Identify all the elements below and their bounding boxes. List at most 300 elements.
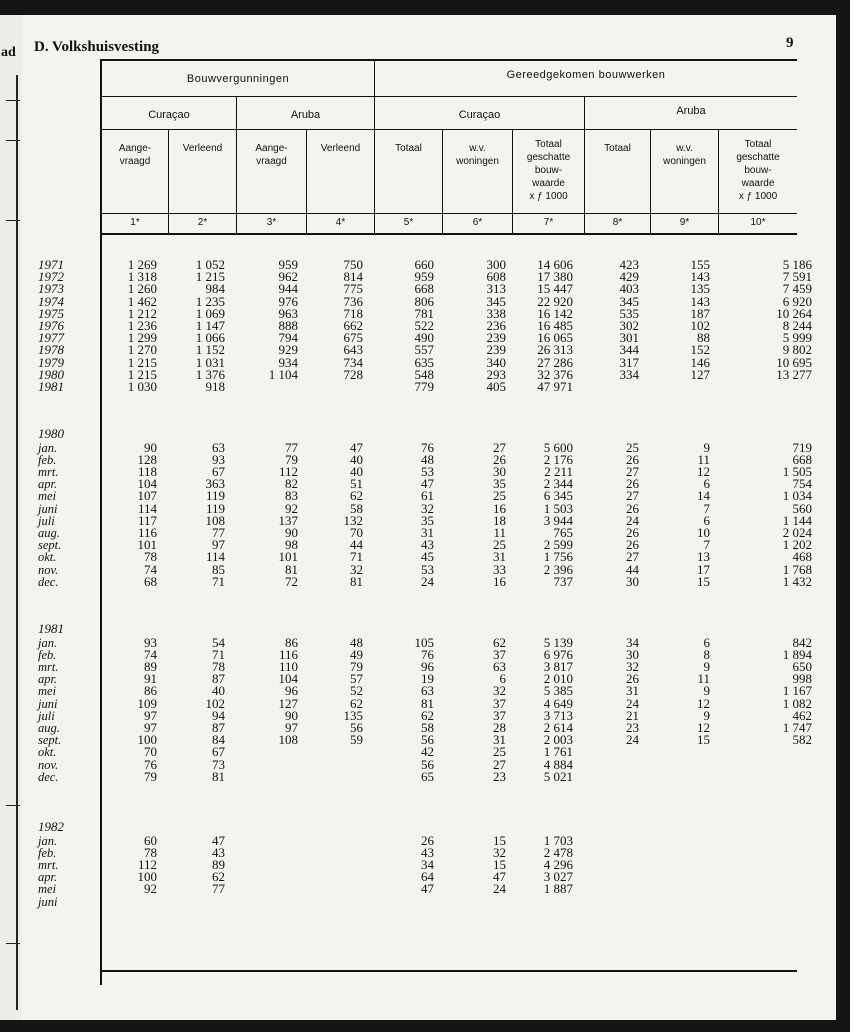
table-cell: 16 485	[537, 318, 573, 333]
table-cell: 363	[205, 476, 225, 492]
table-cell: 76	[144, 756, 157, 772]
column-header: w.v. woningen	[663, 143, 706, 167]
row-label: sept.	[38, 538, 62, 553]
table-cell: 959	[278, 257, 298, 272]
table-cell: 112	[278, 463, 298, 479]
table-cell: 1 270	[127, 342, 157, 358]
table-cell: 101	[137, 537, 157, 553]
table-cell: 345	[486, 293, 506, 309]
table-cell: 32	[421, 500, 434, 516]
row-label: aug.	[38, 525, 60, 540]
table-cell: 9	[703, 707, 710, 723]
table-cell: 26 313	[537, 342, 573, 358]
table-cell: 3 944	[543, 512, 573, 528]
table-cell: 79	[144, 768, 157, 784]
table-cell: 26	[626, 451, 639, 467]
table-cell: 293	[486, 366, 506, 382]
row-label: sept.	[38, 733, 62, 748]
table-cell: 1 069	[195, 305, 225, 321]
table-cell: 37	[493, 695, 506, 711]
table-cell: 6	[703, 634, 710, 650]
table-cell: 67	[212, 744, 225, 760]
table-cell: 93	[212, 451, 225, 467]
row-label: 1979	[38, 354, 64, 370]
section-title: D. Volkshuisvesting	[34, 39, 160, 55]
row-label: mei	[38, 882, 57, 897]
table-cell: 32 376	[537, 366, 573, 382]
table-cell: 6 976	[543, 646, 573, 662]
table-cell: 660	[414, 257, 434, 272]
table-cell: 10 695	[776, 354, 812, 370]
table-cell: 560	[792, 500, 812, 516]
table-cell: 112	[137, 856, 157, 872]
table-cell: 1 034	[782, 488, 812, 504]
table-cell: 58	[350, 500, 363, 516]
table-cell: 22 920	[537, 293, 573, 309]
table-cell: 6	[703, 512, 710, 528]
table-cell: 47	[421, 476, 434, 492]
row-label: juni	[38, 696, 58, 711]
table-cell: 90	[144, 439, 157, 455]
row-label: aug.	[38, 720, 60, 735]
table-cell: 187	[690, 305, 710, 321]
table-cell: 40	[212, 683, 225, 699]
table-cell: 814	[343, 269, 363, 285]
table-cell: 781	[414, 305, 434, 321]
table-cell: 78	[212, 658, 225, 674]
table-cell: 794	[278, 330, 298, 346]
table-cell: 24	[421, 573, 434, 589]
table-cell: 70	[350, 524, 363, 540]
table-cell: 1 147	[195, 318, 225, 333]
table-cell: 750	[343, 257, 363, 272]
table-cell: 934	[278, 354, 298, 370]
table-cell: 132	[343, 512, 363, 528]
row-label: nov.	[38, 757, 59, 772]
header-rule-4	[100, 233, 797, 235]
table-cell: 1 761	[543, 744, 573, 760]
table-cell: 239	[486, 342, 506, 358]
table-cell: 1 215	[127, 366, 157, 382]
table-cell: 1 104	[268, 366, 298, 382]
table-cell: 27	[626, 549, 639, 565]
document-page	[22, 15, 836, 1020]
table-cell: 1 462	[127, 293, 157, 309]
table-cell: 146	[690, 354, 710, 370]
table-cell: 143	[690, 293, 710, 309]
table-cell: 77	[212, 881, 225, 897]
row-label: mei	[38, 684, 57, 699]
table-cell: 108	[205, 512, 225, 528]
table-cell: 25	[626, 439, 639, 455]
table-cell: 775	[343, 281, 363, 297]
table-cell: 11	[697, 671, 710, 687]
table-cell: 998	[792, 671, 812, 687]
table-cell: 5 999	[782, 330, 812, 346]
table-cell: 68	[144, 573, 157, 589]
column-header: Verleend	[320, 143, 361, 154]
table-cell: 1 703	[543, 832, 573, 848]
table-cell: 34	[626, 634, 639, 650]
table-cell: 734	[343, 354, 363, 370]
table-cell: 1 052	[195, 257, 225, 272]
table-cell: 26	[626, 500, 639, 516]
table-cell: 27 286	[537, 354, 573, 370]
table-cell: 2 010	[543, 671, 573, 687]
margin-tick	[6, 220, 20, 221]
table-cell: 83	[285, 488, 298, 504]
table-cell: 32	[626, 658, 639, 674]
table-cell: 152	[690, 342, 710, 358]
table-cell: 5 021	[543, 768, 573, 784]
table-cell: 668	[792, 451, 812, 467]
table-cell: 11	[697, 451, 710, 467]
column-number: 7*	[543, 217, 554, 228]
row-label: feb.	[38, 647, 57, 662]
table-cell: 40	[350, 451, 363, 467]
table-cell: 31	[493, 732, 506, 748]
table-cell: 21	[626, 707, 639, 723]
row-label: feb.	[38, 452, 57, 467]
table-cell: 1 215	[127, 354, 157, 370]
table-cell: 779	[414, 379, 434, 394]
table-cell: 63	[421, 683, 434, 699]
row-label: apr.	[38, 672, 58, 687]
table-cell: 24	[626, 512, 639, 528]
table-cell: 62	[212, 869, 225, 885]
table-cell: 2 024	[782, 524, 812, 540]
row-label: apr.	[38, 477, 58, 492]
table-cell: 127	[278, 695, 298, 711]
table-cell: 340	[486, 354, 506, 370]
group-header-bouwvergunningen: Bouwvergunningen	[186, 73, 290, 85]
table-cell: 56	[421, 756, 434, 772]
table-cell: 97	[144, 719, 157, 735]
table-cell: 81	[421, 695, 434, 711]
table-cell: 1 318	[127, 269, 157, 285]
table-cell: 535	[619, 305, 639, 321]
table-cell: 31	[493, 549, 506, 565]
table-cell: 301	[619, 330, 639, 346]
table-cell: 16 065	[537, 330, 573, 346]
table-cell: 737	[553, 573, 573, 589]
table-cell: 668	[414, 281, 434, 297]
table-cell: 14 606	[537, 257, 573, 272]
table-cell: 117	[137, 512, 157, 528]
table-cell: 984	[205, 281, 225, 297]
table-cell: 135	[690, 281, 710, 297]
table-cell: 79	[285, 451, 298, 467]
table-cell: 34	[421, 856, 434, 872]
table-cell: 30	[626, 646, 639, 662]
table-cell: 11	[493, 524, 506, 540]
table-cell: 1 269	[127, 257, 157, 272]
table-cell: 675	[343, 330, 363, 346]
table-cell: 728	[343, 366, 363, 382]
table-cell: 1 768	[782, 561, 812, 577]
table-cell: 89	[212, 856, 225, 872]
table-cell: 1 215	[195, 269, 225, 285]
group-header-gereedgekomen: Gereedgekomen bouwwerken	[506, 69, 666, 81]
table-cell: 24	[493, 881, 506, 897]
table-cell: 32	[350, 561, 363, 577]
table-cell: 58	[421, 719, 434, 735]
table-cell: 806	[414, 293, 434, 309]
table-cell: 63	[493, 658, 506, 674]
table-cell: 52	[350, 683, 363, 699]
table-cell: 12	[697, 719, 710, 735]
table-cell: 100	[137, 869, 157, 885]
table-cell: 61	[421, 488, 434, 504]
table-cell: 929	[278, 342, 298, 358]
table-cell: 98	[285, 537, 298, 553]
table-cell: 27	[493, 756, 506, 772]
table-cell: 15 447	[537, 281, 573, 297]
table-cell: 119	[205, 500, 225, 516]
table-cell: 23	[626, 719, 639, 735]
table-cell: 47 971	[537, 379, 573, 394]
table-cell: 5 385	[543, 683, 573, 699]
table-cell: 405	[486, 379, 506, 394]
table-cell: 77	[285, 439, 298, 455]
table-cell: 3 817	[543, 658, 573, 674]
subgroup-header-aruba: Aruba	[676, 105, 706, 117]
table-cell: 26	[421, 832, 434, 848]
table-cell: 1 031	[195, 354, 225, 370]
table-cell: 56	[421, 732, 434, 748]
row-label: mei	[38, 489, 57, 504]
header-rule-1	[100, 96, 797, 97]
table-cell: 1 376	[195, 366, 225, 382]
table-cell: 15	[493, 856, 506, 872]
margin-tick	[6, 943, 20, 944]
table-cell: 87	[212, 671, 225, 687]
table-cell: 313	[486, 281, 506, 297]
table-cell: 107	[137, 488, 157, 504]
table-cell: 43	[421, 537, 434, 553]
column-header: Aange- vraagd	[255, 143, 288, 167]
row-label: jan.	[38, 833, 58, 848]
table-cell: 53	[421, 561, 434, 577]
table-cell: 3 713	[543, 707, 573, 723]
table-cell: 650	[792, 658, 812, 674]
table-cell: 109	[137, 695, 157, 711]
table-cell: 30	[493, 463, 506, 479]
table-cell: 24	[626, 695, 639, 711]
table-cell: 1 505	[782, 463, 812, 479]
row-label: dec.	[38, 769, 59, 784]
table-cell: 32	[493, 844, 506, 860]
table-cell: 7 591	[782, 269, 812, 285]
subgroup-header-curacao: Curaçao	[148, 109, 190, 121]
table-cell: 1 747	[782, 719, 812, 735]
row-label: apr.	[38, 870, 58, 885]
top-rule	[100, 59, 797, 61]
column-header: w.v. woningen	[456, 143, 499, 167]
table-cell: 62	[350, 488, 363, 504]
table-cell: 3 027	[543, 869, 573, 885]
table-cell: 15	[697, 573, 710, 589]
table-cell: 92	[285, 500, 298, 516]
subgroup-header-aruba: Aruba	[290, 109, 321, 121]
row-label: 1974	[38, 293, 64, 309]
row-label: jan.	[38, 635, 58, 650]
table-cell: 108	[278, 732, 298, 748]
table-cell: 26	[626, 524, 639, 540]
table-cell: 1 432	[782, 573, 812, 589]
row-label: okt.	[38, 745, 57, 760]
table-cell: 16 142	[537, 305, 573, 321]
table-cell: 116	[137, 524, 157, 540]
table-cell: 43	[212, 844, 225, 860]
table-cell: 7 459	[782, 281, 812, 297]
table-cell: 662	[343, 318, 363, 333]
table-cell: 25	[493, 744, 506, 760]
table-cell: 1 152	[195, 342, 225, 358]
table-cell: 143	[690, 269, 710, 285]
table-cell: 44	[350, 537, 363, 553]
row-label: juli	[38, 708, 55, 723]
table-cell: 25	[493, 488, 506, 504]
row-label: nov.	[38, 562, 59, 577]
row-label: 1978	[38, 342, 64, 358]
table-cell: 462	[792, 707, 812, 723]
table-cell: 4 884	[543, 756, 573, 772]
table-cell: 468	[792, 549, 812, 565]
row-label: feb.	[38, 845, 57, 860]
table-cell: 236	[486, 318, 506, 333]
table-cell: 1 066	[195, 330, 225, 346]
table-cell: 56	[350, 719, 363, 735]
table-cell: 62	[421, 707, 434, 723]
table-cell: 302	[619, 318, 639, 333]
table-cell: 10 264	[776, 305, 812, 321]
table-cell: 7	[703, 500, 710, 516]
table-cell: 114	[137, 500, 157, 516]
table-cell: 54	[212, 634, 225, 650]
table-cell: 60	[144, 832, 157, 848]
table-cell: 403	[619, 281, 639, 297]
row-label: 1977	[38, 330, 64, 346]
table-cell: 89	[144, 658, 157, 674]
column-header: Aange- vraagd	[118, 143, 152, 167]
table-cell: 26	[626, 537, 639, 553]
table-cell: 17 380	[537, 269, 573, 285]
column-number: 4*	[335, 217, 346, 228]
table-cell: 82	[285, 476, 298, 492]
table-cell: 116	[278, 646, 298, 662]
table-cell: 334	[619, 366, 639, 382]
table-cell: 35	[421, 512, 434, 528]
table-cell: 317	[619, 354, 639, 370]
table-cell: 1 202	[782, 537, 812, 553]
table-cell: 1 167	[782, 683, 812, 699]
table-cell: 74	[144, 646, 157, 662]
table-cell: 37	[493, 707, 506, 723]
table-cell: 48	[350, 634, 363, 650]
table-cell: 28	[493, 719, 506, 735]
column-number: 8*	[612, 217, 623, 228]
row-label: 1976	[38, 318, 64, 333]
table-cell: 53	[421, 463, 434, 479]
table-cell: 71	[212, 573, 225, 589]
table-cell: 27	[493, 439, 506, 455]
table-cell: 88	[697, 330, 710, 346]
table-cell: 8	[703, 646, 710, 662]
table-cell: 27	[626, 463, 639, 479]
table-cell: 78	[144, 549, 157, 565]
table-cell: 10	[697, 524, 710, 540]
margin-rule	[16, 75, 18, 1010]
table-cell: 35	[493, 476, 506, 492]
table-cell: 97	[144, 707, 157, 723]
table-cell: 1 030	[127, 379, 157, 394]
row-label: 1981	[38, 379, 64, 394]
table-cell: 96	[421, 658, 434, 674]
margin-tick	[6, 140, 20, 141]
column-header: Totaal geschatte bouw- waarde x ƒ 1000	[736, 139, 780, 202]
table-cell: 1 299	[127, 330, 157, 346]
table-cell: 67	[212, 463, 225, 479]
table-cell: 2 003	[543, 732, 573, 748]
table-cell: 1 235	[195, 293, 225, 309]
table-cell: 918	[205, 379, 225, 394]
table-cell: 71	[212, 646, 225, 662]
table-cell: 118	[137, 463, 157, 479]
margin-tick	[6, 805, 20, 806]
table-cell: 84	[212, 732, 225, 748]
table-cell: 59	[350, 732, 363, 748]
table-cell: 557	[414, 342, 434, 358]
table-cell: 2 344	[543, 476, 573, 492]
table-cell: 15	[697, 732, 710, 748]
table-cell: 959	[414, 269, 434, 285]
table-cell: 15	[493, 832, 506, 848]
table-cell: 17	[697, 561, 710, 577]
row-label: dec.	[38, 574, 59, 589]
table-cell: 12	[697, 695, 710, 711]
table-cell: 37	[493, 646, 506, 662]
row-label: juni	[38, 501, 58, 516]
table-cell: 57	[350, 671, 363, 687]
column-number: 9*	[679, 217, 690, 228]
table-cell: 1 082	[782, 695, 812, 711]
row-label: mrt.	[38, 659, 59, 674]
column-header: Totaal	[395, 143, 422, 154]
column-number: 1*	[130, 217, 140, 228]
table-cell: 6	[499, 671, 506, 687]
table-cell: 71	[350, 549, 363, 565]
table-cell: 94	[212, 707, 225, 723]
table-cell: 944	[278, 281, 298, 297]
table-cell: 101	[278, 549, 298, 565]
table-cell: 27	[626, 488, 639, 504]
table-cell: 1 503	[543, 500, 573, 516]
table-cell: 5 139	[543, 634, 573, 650]
table-cell: 2 478	[543, 844, 573, 860]
table-cell: 65	[421, 768, 434, 784]
table-cell: 6 345	[543, 488, 573, 504]
table-cell: 81	[212, 768, 225, 784]
table-cell: 765	[553, 524, 573, 540]
table-cell: 47	[493, 869, 506, 885]
bottom-rule	[100, 970, 797, 972]
table-cell: 2 176	[543, 451, 573, 467]
table-cell: 719	[792, 439, 812, 455]
column-header: Totaal geschatte bouw- waarde x ƒ 1000	[526, 139, 571, 202]
table-cell: 8 244	[782, 318, 812, 333]
table-cell: 643	[343, 342, 363, 358]
